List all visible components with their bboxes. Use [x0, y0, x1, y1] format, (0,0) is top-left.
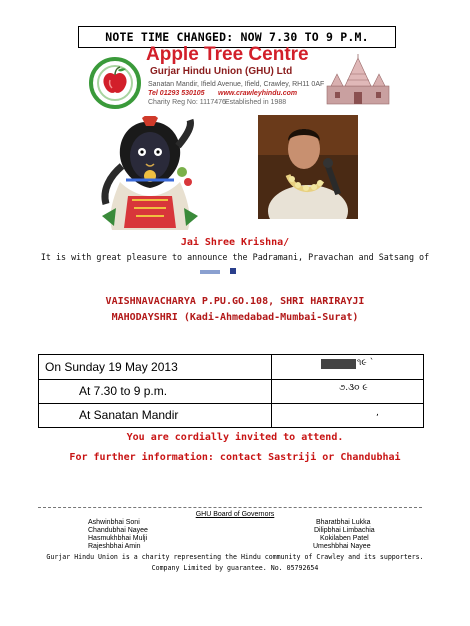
charity-number: Charity Reg No: 1117476 [148, 99, 226, 106]
shrinathji-image [92, 116, 208, 234]
org-name: Apple Tree Centre [146, 44, 309, 65]
apple-tree-logo [88, 56, 142, 110]
script-fragment-mark [230, 268, 236, 274]
greeting: Jai Shree Krishna/ [180, 237, 290, 248]
charity-statement: Gurjar Hindu Union is a charity representing the Hindu community of Crawley and its supporters. [46, 553, 424, 561]
guru-name-line-1: VAISHNAVACHARYA P.PU.GO.108, SHRI HARIRAYJI [105, 296, 365, 307]
event-venue: At Sanatan Mandir [79, 408, 179, 422]
table-divider [271, 355, 272, 427]
redacted-text [321, 359, 356, 369]
contact-text: For further information: contact Sastriji or Chandubhai [69, 452, 401, 463]
guru-portrait-photo [258, 115, 358, 219]
telephone: Tel 01293 530105 [148, 90, 205, 97]
event-details-table [38, 354, 424, 428]
governor-name: Rajeshbhai Amin [88, 543, 141, 550]
governor-name: Bharatbhai Lukka [316, 519, 371, 526]
gujarati-venue: , [376, 408, 379, 418]
invitation-text: You are cordially invited to attend. [126, 432, 344, 443]
governor-name: Chandubhai Nayee [88, 527, 148, 534]
intro-text: It is with great pleasure to announce the Padramani, Pravachan and Satsang of [40, 252, 430, 262]
governor-name: Kokilaben Patel [320, 535, 369, 542]
website-link[interactable]: www.crawleyhindu.com [218, 90, 298, 97]
address: Sanatan Mandir, Ifield Avenue, Ifield, Crawley, RH11 0AF [148, 81, 325, 88]
temple-icon [325, 54, 391, 106]
governor-name: Umeshbhai Nayee [313, 543, 371, 550]
board-title: GHU Board of Governors [195, 511, 275, 518]
time-change-notice: NOTE TIME CHANGED: NOW 7.30 TO 9 P.M. [78, 26, 396, 48]
table-divider [39, 379, 423, 380]
company-number: Company Limited by guarantee. No. 05792654 [151, 564, 319, 572]
event-date: On Sunday 19 May 2013 [45, 360, 178, 374]
script-fragment [200, 270, 220, 274]
guru-name-line-2: MAHODAYSHRI (Kadi-Ahmedabad-Mumbai-Surat) [111, 312, 359, 323]
governor-name: Dilipbhai Limbachia [314, 527, 375, 534]
table-divider [39, 403, 423, 404]
gujarati-time: ૭.૩૦ ૯ [339, 383, 368, 393]
event-time: At 7.30 to 9 p.m. [79, 384, 168, 398]
established-year: Established in 1988 [225, 99, 287, 106]
footer-divider [38, 507, 422, 508]
gujarati-date: ૧૯ ` [357, 358, 375, 368]
sub-org-name: Gurjar Hindu Union (GHU) Ltd [150, 66, 293, 77]
governor-name: Ashwinbhai Soni [88, 519, 140, 526]
governor-name: Hasmukhbhai Mulji [88, 535, 148, 542]
